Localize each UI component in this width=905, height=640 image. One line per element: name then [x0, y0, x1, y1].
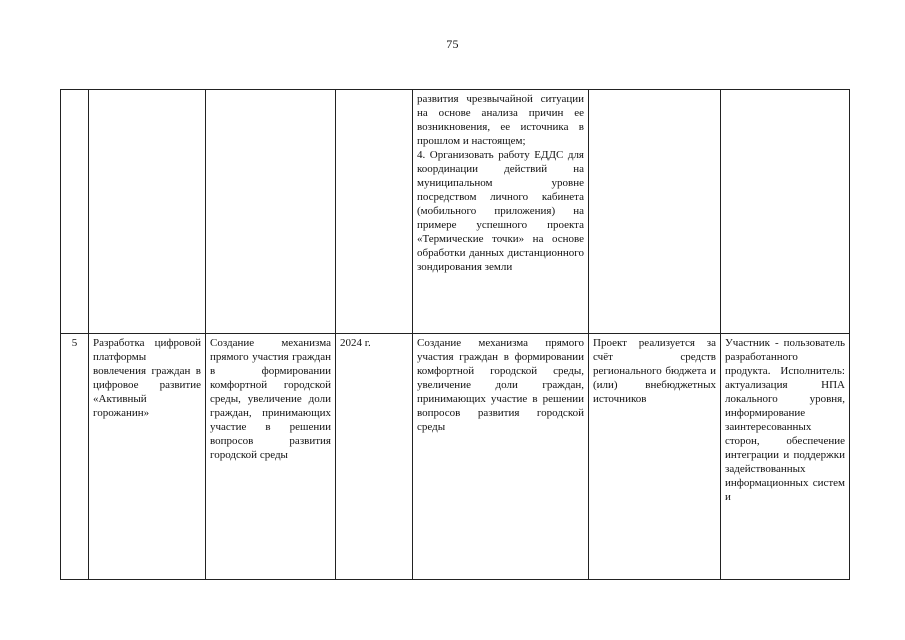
cell-participants: Участник - пользователь разработанного продукта. Исполнитель: актуализация НПА локального уровня, информирование заинтересованных сторон, обеспечение интеграции и поддержки задействованных информационных систем и	[721, 334, 850, 580]
measures-table	[60, 89, 850, 580]
cell-project-name: Разработка цифровой платформы вовлечения граждан в цифровое развитие «Активный горожанин»	[89, 334, 206, 580]
cell-participants	[721, 90, 850, 334]
cell-goal: Создание механизма прямого участия граждан в формировании комфортной городской среды, увеличение доли граждан, принимающих участие в решении вопросов развития городской среды	[206, 334, 336, 580]
page-number: 75	[446, 37, 459, 51]
cell-expected-result: развития чрезвычайной ситуации на основе анализа причин ее возникновения, ее источника в прошлом и настоящем; 4. Организовать работу ЕДДС для координации действий на муниципальном уровне посредством личного кабинета (мобильного приложения) на примере успешного проекта «Термические точки» на основе обработки данных дистанционного зондирования земли	[413, 90, 589, 334]
cell-expected-result: Создание механизма прямого участия граждан в формировании комфортной городской среды, увеличение доли граждан, принимающих участие в решении вопросов развития городской среды	[413, 334, 589, 580]
cell-number: 5	[61, 334, 89, 580]
cell-funding	[589, 90, 721, 334]
cell-goal	[206, 90, 336, 334]
table-row	[61, 90, 850, 334]
table-row	[61, 334, 850, 580]
cell-project-name	[89, 90, 206, 334]
cell-period: 2024 г.	[336, 334, 413, 580]
cell-period	[336, 90, 413, 334]
cell-number	[61, 90, 89, 334]
cell-funding: Проект реализуется за счёт средств регионального бюджета и (или) внебюджетных источников	[589, 334, 721, 580]
